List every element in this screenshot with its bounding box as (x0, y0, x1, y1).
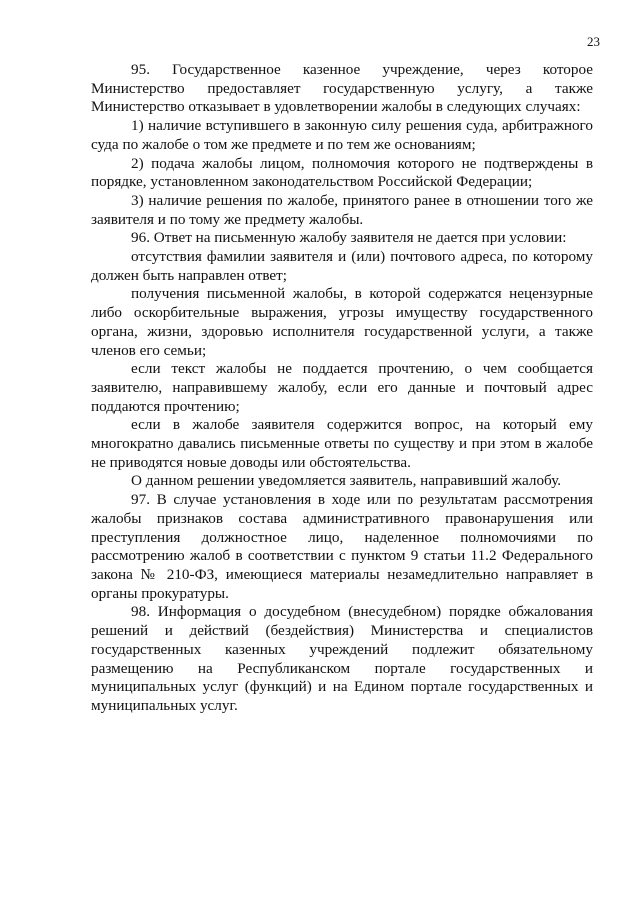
paragraph-96-condition-4: если в жалобе заявителя содержится вопрос, на который ему многократно давались письменные ответы по существу и при этом в жалобе не приводятся новые доводы или обстоятельства. (91, 416, 593, 471)
paragraph-95-item-2: 2) подача жалобы лицом, полномочия которого не подтверждены в порядке, установленном законодательством Российской Федерации; (91, 154, 593, 191)
paragraph-96-condition-1: отсутствия фамилии заявителя и (или) почтового адреса, по которому должен быть направлен ответ; (91, 248, 593, 284)
paragraph-96-notice: О данном решении уведомляется заявитель, направивший жалобу. (131, 472, 562, 490)
page-number: 23 (587, 34, 600, 49)
paragraph-95-item-1: 1) наличие вступившего в законную силу решения суда, арбитражного суда по жалобе о том же предмете и по тем же основаниям; (91, 117, 593, 153)
paragraph-96: 96. Ответ на письменную жалобу заявителя не дается при условии: (131, 229, 567, 247)
paragraph-96-condition-3: если текст жалобы не поддается прочтению, о чем сообщается заявителю, направившему жалобу, если его данные и почтовый адрес поддаются прочтению; (91, 360, 593, 415)
document-body (91, 61, 593, 716)
paragraph-98: 98. Информация о досудебном (внесудебном) порядке обжалования решений и действий (бездействия) Министерства и специалистов государственных казенных учреждений подлежит обязательному размещению на Республиканском портале государственных и муниципальных услуг (функций) и на Едином портале государственных и муниципальных услуг. (91, 603, 593, 714)
paragraph-95-item-3: 3) наличие решения по жалобе, принятого ранее в отношении того же заявителя и по тому же предмету жалобы. (91, 191, 593, 228)
paragraph-97: 97. В случае установления в ходе или по результатам рассмотрения жалобы признаков состава административного правонарушения или преступления должностное лицо, наделенное полномочиями по рассмотрению жалоб в соответствии с пунктом 9 статьи 11.2 Федерального закона № 210-ФЗ, имеющиеся материалы незамедлительно направляет в органы прокуратуры. (91, 491, 593, 602)
paragraph-95: 95. Государственное казенное учреждение, через которое Министерство предоставляет государственную услугу, а также Министерство отказывает в удовлетворении жалобы в следующих случаях: (91, 61, 593, 116)
paragraph-96-condition-2: получения письменной жалобы, в которой содержатся нецензурные либо оскорбительные выражения, угрозы имуществу государственного органа, жизни, здоровью исполнителя государственной услуги, а также членов его семьи; (91, 285, 593, 359)
